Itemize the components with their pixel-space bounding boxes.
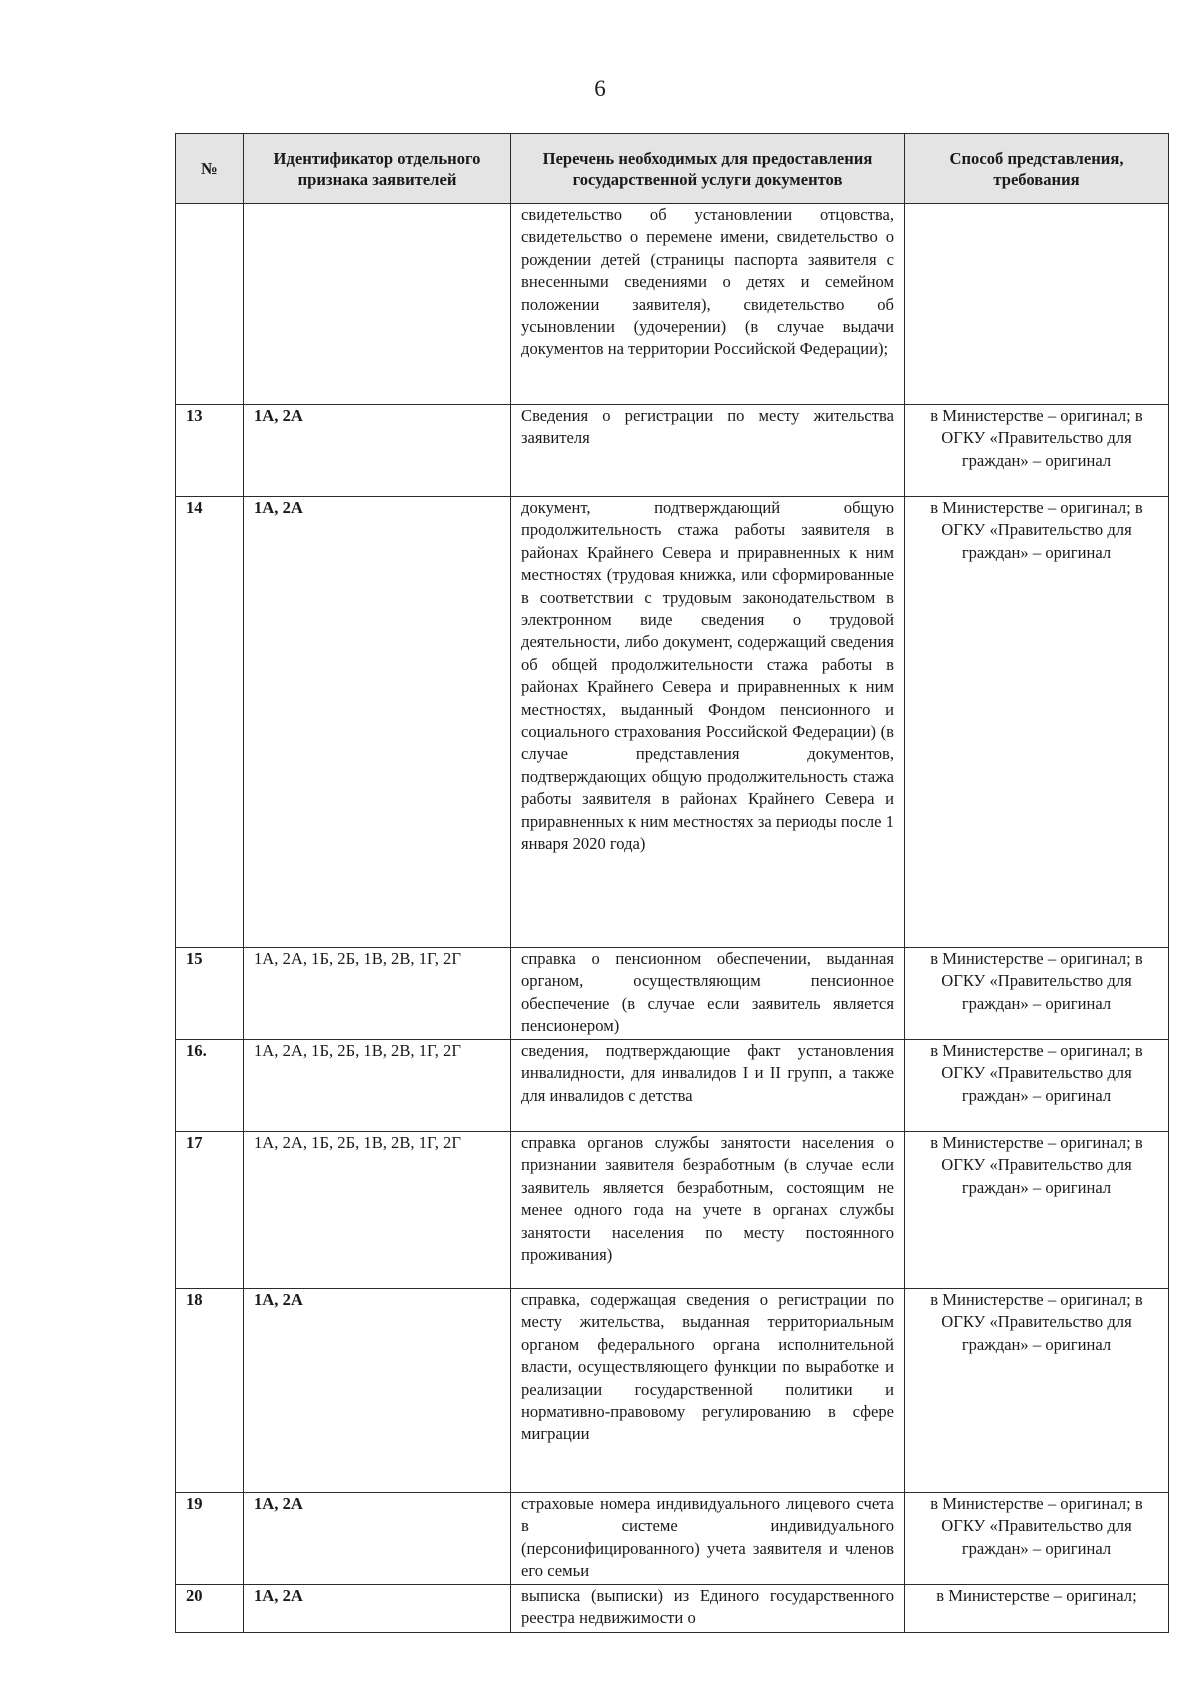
row-method: в Министерстве – оригинал; в ОГКУ «Правительство для граждан» – оригинал — [905, 405, 1169, 497]
row-identifier: 1А, 2А — [244, 1493, 511, 1585]
page-number: 6 — [594, 76, 606, 101]
row-identifier: 1А, 2А, 1Б, 2Б, 1В, 2В, 1Г, 2Г — [244, 1040, 511, 1132]
table-row — [176, 1132, 1169, 1289]
header-identifier: Идентификатор отдельного признака заявителей — [244, 134, 511, 204]
row-documents: Сведения о регистрации по месту жительства заявителя — [511, 405, 905, 497]
table-row — [176, 497, 1169, 948]
row-documents: документ, подтверждающий общую продолжительность стажа работы заявителя в районах Крайнего Севера и приравненных к ним местностях (трудовая книжка, или сформированные в соответствии с трудовым законодательством в электронном виде сведения о трудовой деятельности, либо документ, содержащий сведения об общей продолжительности стажа работы в районах Крайнего Севера и приравненных к ним местностях, выданный Фондом пенсионного и социального страхования Российской Федерации) (в случае представления документов, подтверждающих общую продолжительность стажа работы заявителя в районах Крайнего Севера и приравненных к ним местностях за периоды после 1 января 2020 года) — [511, 497, 905, 948]
table-row — [176, 405, 1169, 497]
row-documents: сведения, подтверждающие факт установления инвалидности, для инвалидов I и II групп, а также для инвалидов с детства — [511, 1040, 905, 1132]
row-method: в Министерстве – оригинал; в ОГКУ «Правительство для граждан» – оригинал — [905, 1132, 1169, 1289]
documents-table — [175, 133, 1169, 1633]
row-number: 13 — [176, 405, 244, 497]
row-number: 15 — [176, 948, 244, 1040]
header-documents: Перечень необходимых для предоставления государственной услуги документов — [511, 134, 905, 204]
table-row — [176, 1585, 1169, 1633]
row-number: 18 — [176, 1289, 244, 1493]
row-identifier: 1А, 2А, 1Б, 2Б, 1В, 2В, 1Г, 2Г — [244, 1132, 511, 1289]
row-documents: справка, содержащая сведения о регистрации по месту жительства, выданная территориальным органом федерального органа исполнительной власти, осуществляющего функции по выработке и реализации государственной политики и нормативно-правовому регулированию в сфере миграции — [511, 1289, 905, 1493]
header-number: № — [176, 134, 244, 204]
row-documents: страховые номера индивидуального лицевого счета в системе индивидуального (персонифицированного) учета заявителя и членов его семьи — [511, 1493, 905, 1585]
row-method: в Министерстве – оригинал; в ОГКУ «Правительство для граждан» – оригинал — [905, 497, 1169, 948]
row-method: в Министерстве – оригинал; — [905, 1585, 1169, 1633]
table-row — [176, 1040, 1169, 1132]
row-documents: свидетельство об установлении отцовства, свидетельство о перемене имени, свидетельство о рождении детей (страницы паспорта заявителя с внесенными сведениями о детях и семейном положении заявителя), свидетельство об усыновлении (удочерении) (в случае выдачи документов на территории Российской Федерации); — [511, 204, 905, 405]
table-row — [176, 204, 1169, 405]
table-row — [176, 1289, 1169, 1493]
header-method: Способ представления, требования — [905, 134, 1169, 204]
row-number: 17 — [176, 1132, 244, 1289]
row-method: в Министерстве – оригинал; в ОГКУ «Правительство для граждан» – оригинал — [905, 1289, 1169, 1493]
row-documents: справка о пенсионном обеспечении, выданная органом, осуществляющим пенсионное обеспечение (в случае если заявитель является пенсионером) — [511, 948, 905, 1040]
row-identifier: 1А, 2А, 1Б, 2Б, 1В, 2В, 1Г, 2Г — [244, 948, 511, 1040]
row-identifier — [244, 204, 511, 405]
row-method: в Министерстве – оригинал; в ОГКУ «Правительство для граждан» – оригинал — [905, 1493, 1169, 1585]
row-number — [176, 204, 244, 405]
row-documents: выписка (выписки) из Единого государственного реестра недвижимости о — [511, 1585, 905, 1633]
table-header-row — [176, 134, 1169, 204]
row-number: 19 — [176, 1493, 244, 1585]
row-method: в Министерстве – оригинал; в ОГКУ «Правительство для граждан» – оригинал — [905, 948, 1169, 1040]
row-identifier: 1А, 2А — [244, 1289, 511, 1493]
table-row — [176, 1493, 1169, 1585]
row-identifier: 1А, 2А — [244, 405, 511, 497]
row-identifier: 1А, 2А — [244, 1585, 511, 1633]
row-identifier: 1А, 2А — [244, 497, 511, 948]
row-number: 20 — [176, 1585, 244, 1633]
row-documents: справка органов службы занятости населения о признании заявителя безработным (в случае если заявитель является безработным, состоящим не менее одного года на учете в органах службы занятости населения по месту постоянного проживания) — [511, 1132, 905, 1289]
row-method — [905, 204, 1169, 405]
row-method: в Министерстве – оригинал; в ОГКУ «Правительство для граждан» – оригинал — [905, 1040, 1169, 1132]
row-number: 14 — [176, 497, 244, 948]
row-number: 16. — [176, 1040, 244, 1132]
table-row — [176, 948, 1169, 1040]
